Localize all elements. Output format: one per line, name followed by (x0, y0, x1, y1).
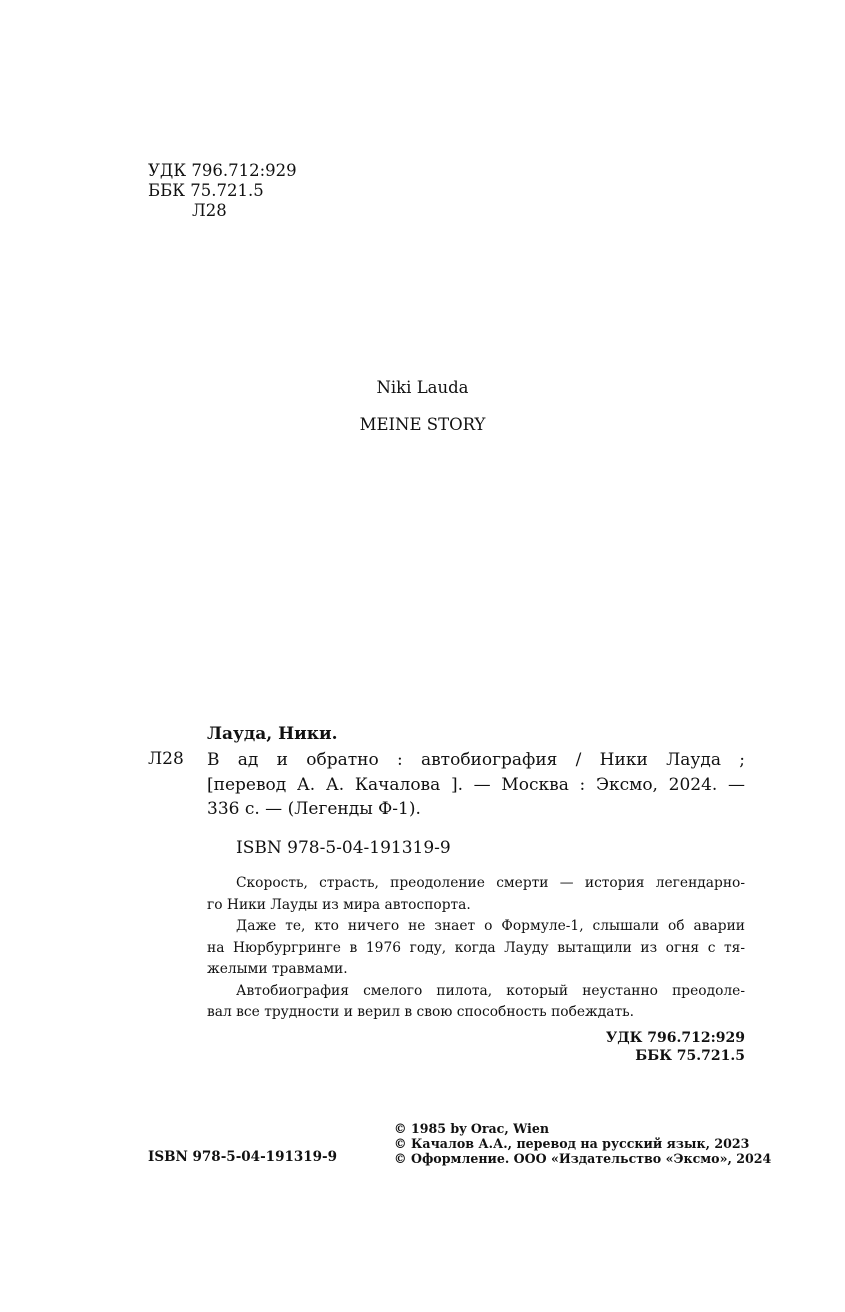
udk-code: УДК 796.712:929 (148, 161, 297, 180)
catalog-entry-isbn: ISBN 978-5-04-191319-9 (236, 838, 451, 858)
isbn: ISBN 978-5-04-191319-9 (148, 1149, 338, 1165)
catalog-entry-description (207, 748, 745, 822)
author-mark: Л28 (192, 201, 227, 220)
catalog-entry-line: В ад и обратно : автобиография / Ники Лауда ; (207, 750, 745, 770)
annotation-line: на Нюрбургринге в 1976 году, когда Лауду вытащили из огня с тя- (207, 939, 745, 956)
copyright-line: © Оформление. ООО «Издательство «Эксмо», 2024 (394, 1151, 772, 1166)
classification-block-top (148, 161, 297, 221)
annotation-line: вал все трудности и верил в свою способность побеждать. (207, 1004, 634, 1020)
bbk-code: ББК 75.721.5 (148, 181, 264, 200)
copyright-block (394, 1121, 771, 1166)
annotation-line: Даже те, кто ничего не знает о Формуле-1, слышали об аварии (236, 918, 745, 934)
annotation-line: Скорость, страсть, преодоление смерти — история легендарно- (236, 875, 745, 891)
annotation-line: го Ники Лауды из мира автоспорта. (207, 896, 471, 913)
annotation-line: желыми травмами. (207, 961, 348, 977)
classification-block-bottom (580, 1029, 745, 1065)
copyright-line: © Качалов А.А., перевод на русский язык, 2023 (394, 1136, 750, 1151)
catalog-entry-author: Лауда, Ники. (207, 724, 338, 744)
catalog-entry-author-mark: Л28 (148, 749, 184, 769)
udk-code-bottom: УДК 796.712:929 (605, 1030, 745, 1046)
original-title: MEINE STORY (359, 415, 486, 434)
catalog-entry-line: 336 с. — (Легенды Ф-1). (207, 799, 421, 819)
catalog-entry-line: [перевод А. А. Качалова ]. — Москва : Эксмо, 2024. — (207, 774, 745, 795)
bbk-code-bottom: ББК 75.721.5 (635, 1048, 745, 1064)
copyright-line: © 1985 by Orac, Wien (394, 1121, 549, 1136)
original-author: Niki Lauda (376, 378, 469, 397)
annotation-line: Автобиография смелого пилота, который неустанно преодоле- (236, 982, 745, 999)
annotation (207, 873, 745, 1024)
